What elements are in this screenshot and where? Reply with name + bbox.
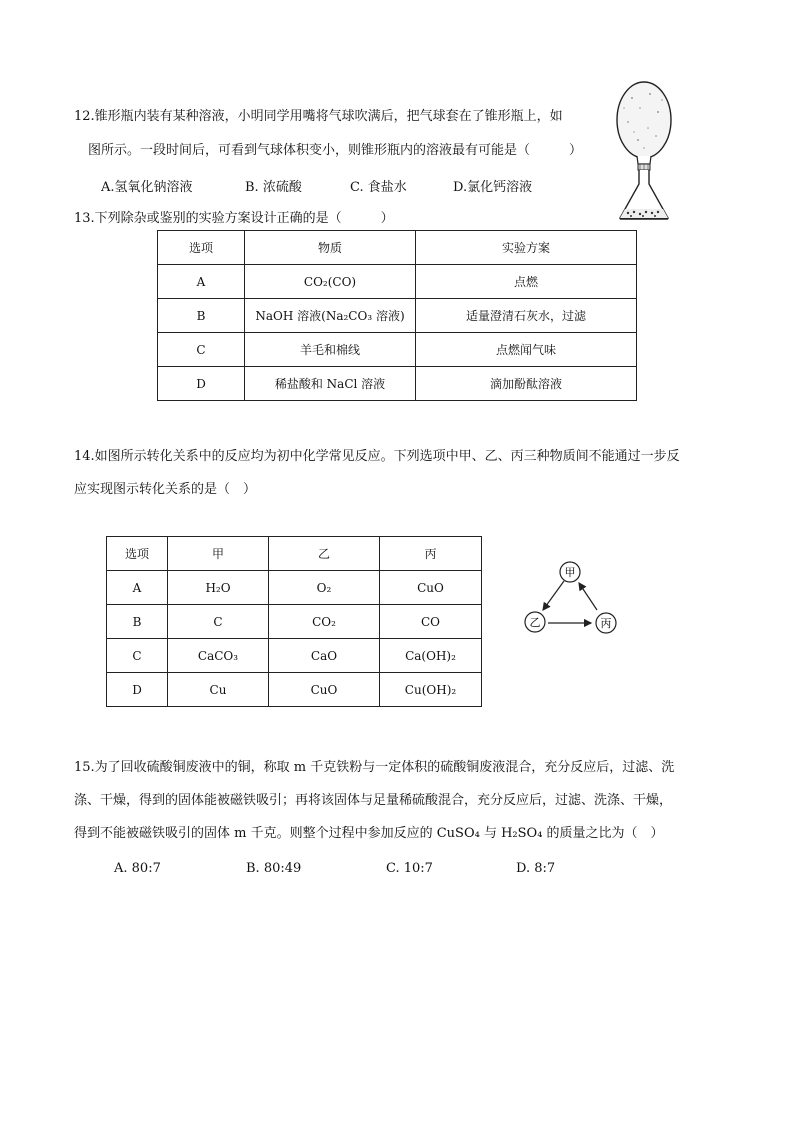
q13-cell-substance: 稀盐酸和 NaCl 溶液 [245, 367, 416, 401]
q13-cell-substance: 羊毛和棉线 [245, 333, 416, 367]
table-row [158, 367, 637, 401]
q13-table-header-row [158, 231, 637, 265]
q14-table [106, 536, 482, 707]
q13-cell-label: B [158, 299, 245, 333]
q13-cell-plan: 点燃闻气味 [416, 333, 637, 367]
balloon-flask-illustration [610, 78, 690, 228]
q13-stem: 13.下列除杂或鉴别的实验方案设计正确的是（ ） [74, 211, 394, 226]
table-row [107, 571, 482, 605]
q14-cell-yi: CO₂ [269, 605, 380, 639]
arrow-bing-to-jia [579, 583, 597, 610]
arrow-jia-to-yi [543, 581, 564, 610]
q14-cell-jia: C [168, 605, 269, 639]
q13-cell-plan: 滴加酚酞溶液 [416, 367, 637, 401]
q15-stem-line3: 得到不能被磁铁吸引的固体 m 千克。则整个过程中参加反应的 CuSO₄ 与 H₂SO₄ 的质量之比为（ ） [74, 826, 664, 841]
q14-header-yi: 乙 [269, 537, 380, 571]
table-row [158, 333, 637, 367]
q13-cell-substance: NaOH 溶液(Na₂CO₃ 溶液) [245, 299, 416, 333]
node-yi-label: 乙 [529, 616, 541, 629]
q14-cell-jia: H₂O [168, 571, 269, 605]
q14-table-header-row [107, 537, 482, 571]
q14-stem-line2: 应实现图示转化关系的是（ ） [74, 482, 257, 497]
q14-stem-line1: 14.如图所示转化关系中的反应均为初中化学常见反应。下列选项中甲、乙、丙三种物质间不能通过一步反 [74, 449, 680, 464]
q14-cell-jia: CaCO₃ [168, 639, 269, 673]
q15-stem-line1: 15.为了回收硫酸铜废液中的铜，称取 m 千克铁粉与一定体积的硫酸铜废液混合，充分反应后，过滤、洗 [74, 760, 675, 775]
q14-cell-label: A [107, 571, 168, 605]
q13-cell-label: D [158, 367, 245, 401]
q14-cell-label: B [107, 605, 168, 639]
q14-conversion-diagram [515, 558, 635, 638]
q15-option-d: D. 8:7 [516, 861, 556, 876]
q15-option-b: B. 80:49 [246, 861, 302, 876]
q14-header-jia: 甲 [168, 537, 269, 571]
table-row [107, 639, 482, 673]
q13-cell-label: A [158, 265, 245, 299]
q13-cell-plan: 适量澄清石灰水，过滤 [416, 299, 637, 333]
q12-option-d: D.氯化钙溶液 [453, 180, 533, 195]
q14-cell-jia: Cu [168, 673, 269, 707]
q14-header-option: 选项 [107, 537, 168, 571]
q15-stem-line2: 涤、干燥，得到的固体能被磁铁吸引；再将该固体与足量稀硫酸混合，充分反应后，过滤、洗涤、干燥， [74, 793, 673, 808]
table-row [158, 299, 637, 333]
q14-cell-bing: CO [380, 605, 482, 639]
q13-cell-plan: 点燃 [416, 265, 637, 299]
q13-cell-substance: CO₂(CO) [245, 265, 416, 299]
q14-cell-bing: Cu(OH)₂ [380, 673, 482, 707]
q12-option-c: C. 食盐水 [350, 180, 407, 195]
q15-option-c: C. 10:7 [386, 861, 433, 876]
q12-option-a: A.氢氧化钠溶液 [101, 180, 193, 195]
q14-cell-yi: CuO [269, 673, 380, 707]
q12-option-b: B. 浓硫酸 [245, 180, 302, 195]
q12-stem-line1: 12.锥形瓶内装有某种溶液，小明同学用嘴将气球吹满后，把气球套在了锥形瓶上，如 [74, 109, 563, 124]
q14-header-bing: 丙 [380, 537, 482, 571]
q14-cell-bing: Ca(OH)₂ [380, 639, 482, 673]
table-row [107, 673, 482, 707]
q14-cell-yi: O₂ [269, 571, 380, 605]
q14-cell-yi: CaO [269, 639, 380, 673]
q13-header-option: 选项 [158, 231, 245, 265]
table-row [107, 605, 482, 639]
q13-cell-label: C [158, 333, 245, 367]
q14-cell-label: D [107, 673, 168, 707]
q13-table [157, 230, 637, 401]
q14-cell-label: C [107, 639, 168, 673]
q13-header-substance: 物质 [245, 231, 416, 265]
q15-option-a: A. 80:7 [114, 861, 161, 876]
node-bing-label: 丙 [600, 617, 612, 630]
table-row [158, 265, 637, 299]
q14-cell-bing: CuO [380, 571, 482, 605]
node-jia-label: 甲 [564, 566, 576, 579]
q13-header-plan: 实验方案 [416, 231, 637, 265]
q12-stem-line2: 图所示。一段时间后，可看到气球体积变小，则锥形瓶内的溶液最有可能是（ ） [88, 143, 583, 158]
